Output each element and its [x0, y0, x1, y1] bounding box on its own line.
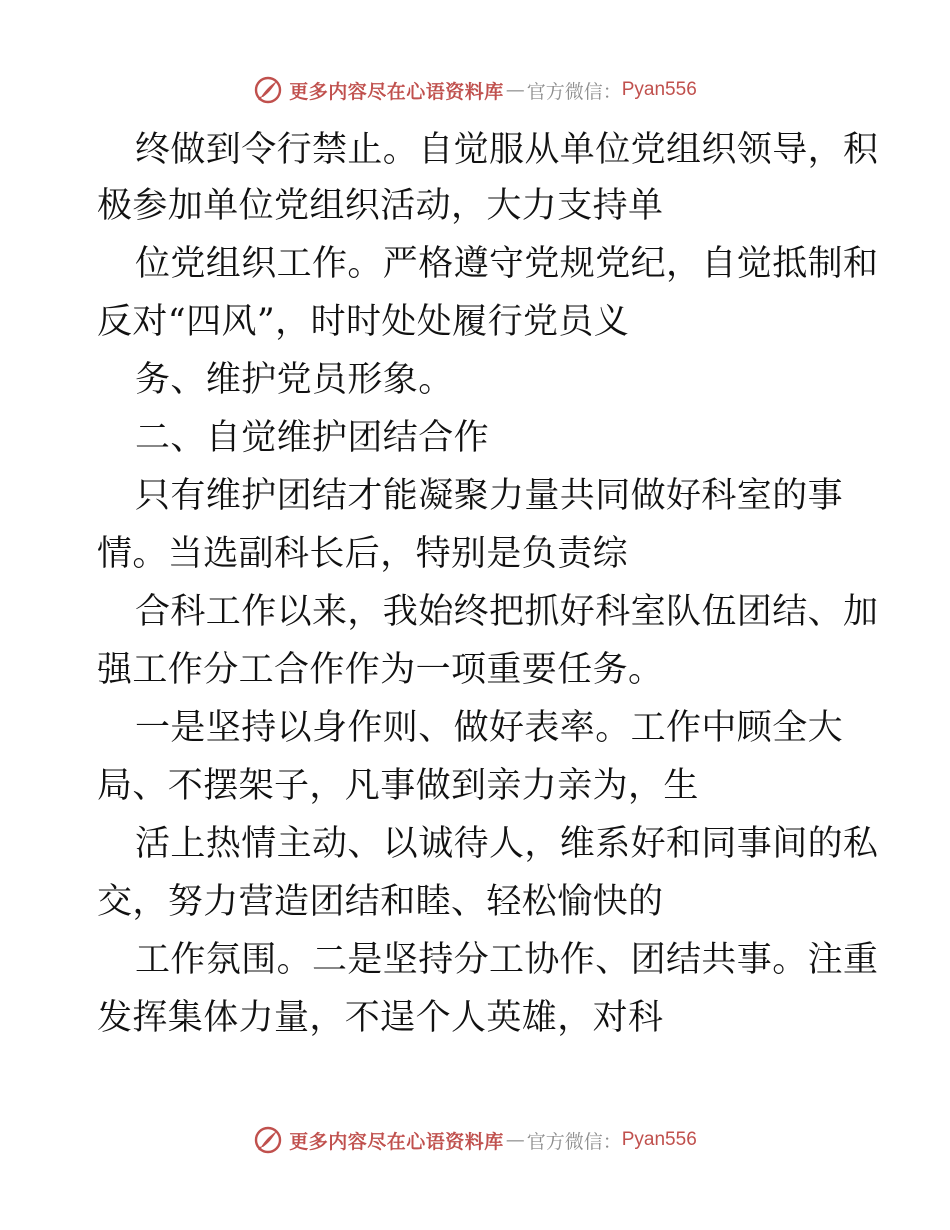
text-line-4: 反对“四风”，时时处处履行党员义	[97, 302, 630, 342]
watermark-wechat-id: Pyan556	[621, 79, 697, 100]
watermark-label: 官方微信：	[526, 1130, 622, 1153]
watermark-separator: —	[505, 1129, 525, 1151]
text-line-14: 交，努力营造团结和睦、轻松愉快的	[97, 882, 664, 922]
text-line-16: 发挥集体力量，不逞个人英雄，对科	[97, 998, 664, 1038]
watermark-separator: —	[505, 79, 525, 101]
text-line-8: 情。当选副科长后，特别是负责综	[97, 534, 629, 574]
text-line-11: 一是坚持以身作则、做好表率。工作中顾全大	[135, 708, 844, 748]
text-line-3: 位党组织工作。严格遵守党规党纪，自觉抵制和	[135, 244, 879, 284]
text-line-2: 极参加单位党组织活动，大力支持单	[97, 186, 664, 226]
quill-feather-icon	[253, 1125, 283, 1155]
watermark-text: 更多内容尽在心语资料库	[289, 1130, 504, 1153]
section-heading: 二、自觉维护团结合作	[135, 418, 490, 458]
text-line-10: 强工作分工合作作为一项重要任务。	[97, 650, 664, 690]
text-line-13: 活上热情主动、以诚待人，维系好和同事间的私	[135, 824, 879, 864]
footer-watermark	[0, 1120, 950, 1160]
watermark-label: 官方微信：	[526, 80, 622, 103]
quill-feather-icon	[253, 75, 283, 105]
text-line-9: 合科工作以来，我始终把抓好科室队伍团结、加	[135, 592, 879, 632]
text-line-5: 务、维护党员形象。	[135, 360, 454, 400]
watermark-wechat-id: Pyan556	[621, 1129, 697, 1150]
header-watermark	[0, 70, 950, 110]
text-line-15: 工作氛围。二是坚持分工协作、团结共事。注重	[135, 940, 879, 980]
text-line-12: 局、不摆架子，凡事做到亲力亲为，生	[97, 766, 699, 806]
text-line-1: 终做到令行禁止。自觉服从单位党组织领导，积	[135, 130, 879, 170]
text-line-7: 只有维护团结才能凝聚力量共同做好科室的事	[135, 476, 844, 516]
watermark-text: 更多内容尽在心语资料库	[289, 80, 504, 103]
